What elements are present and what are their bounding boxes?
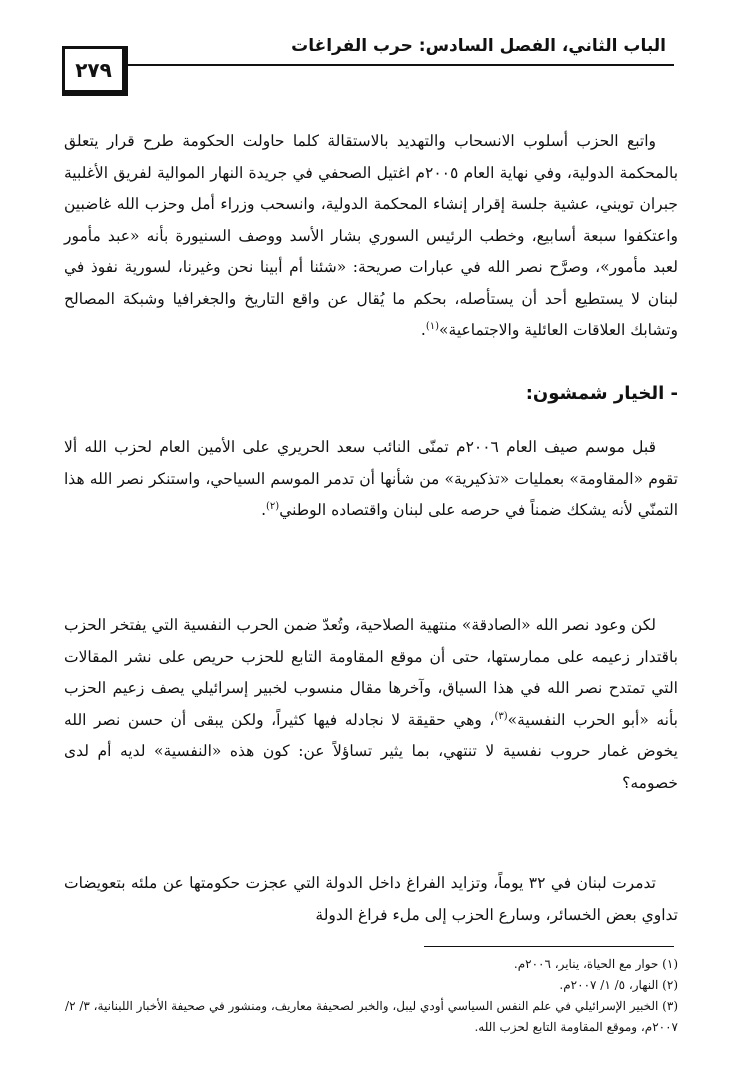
running-header-title: الباب الثاني، الفصل السادس: حرب الفراغات: [291, 36, 666, 56]
footnote-rule: [424, 946, 674, 947]
section-heading-block: [64, 378, 678, 410]
paragraph-3-text-b: ، وهي حقيقة لا نجادله فيها كثيراً، ولكن يبقى أن حسن نصر الله يخوض غمار حروب نفسية لا تنتهي، بما يثير تساؤلاً عن: كون هذه «النفسية» لديه أم لدى خصومه؟: [64, 710, 678, 792]
paragraph-4: تدمرت لبنان في ٣٢ يوماً، وتزايد الفراغ داخل الدولة التي عجزت حكومتها عن ملئه بتعويضات تداوي بعض الخسائر، وسارع الحزب إلى ملء فراغ الدولة: [64, 874, 678, 924]
footnotes: [64, 954, 678, 1038]
header-rule: [68, 64, 674, 66]
footnote-1: (١) حوار مع الحياة، يناير، ٢٠٠٦م.: [513, 957, 678, 971]
page-number: ٢٧٩: [62, 46, 128, 96]
paragraph-2-text: قبل موسم صيف العام ٢٠٠٦م تمنّى النائب سعد الحريري على الأمين العام لحزب الله ألا تقوم «المقاومة» بعمليات «تذكيرية» من شأنها أن تدمر الموسم السياحي، واستنكر نصر الله هذا التمنّي لأنه يشكك ضمناً في حرصه على لبنان واقتصاده الوطني: [64, 438, 678, 519]
paragraph-1-text: واتبع الحزب أسلوب الانسحاب والتهديد بالاستقالة كلما حاولت الحكومة طرح قرار يتعلق بالمحكمة الدولية، وفي نهاية العام ٢٠٠٥م اغتيل الصحفي في جريدة النهار الموالية لفريق الأغلبية جبران تويني، عشية جلسة إقرار إنشاء المحكمة الدولية، وانسحب وزراء أمل وحزب الله غاضبين واعتكفوا سبعة أسابيع، وخطب الرئيس السوري بشار الأسد ووصف السنيورة بأنه «عبد مأمور لعبد مأمور»، وصرَّح نصر الله في عبارات صريحة: «شئنا أم أبينا نحن وغيرنا، لسورية نفوذ في لبنان لا يستطيع أحد أن يستأصله، بحكم ما يُقال عن واقع التاريخ والجغرافيا وشبكة المصالح وتشابك العلاقات العائلية والاجتماعية»: [64, 132, 679, 339]
paragraph-3-text-a: لكن وعود نصر الله «الصادقة» منتهية الصلاحية، وتُعدّ ضمن الحرب النفسية التي يفتخر الحزب باقتدار زعيمه على ممارستها، حتى أن موقع المقاومة التابع للحزب حريص على نشر المقالات التي تمتدح نصر الله في هذا السياق، وآخرها مقال منسوب لخبير إسرائيلي يصف زعيم الحزب بأنه «أبو الحرب النفسية»: [64, 616, 678, 729]
body-text-block-3: [64, 610, 678, 799]
footnote-3: (٣) الخبير الإسرائيلي في علم النفس السياسي أودي ليبل، والخبر لصحيفة معاريف، ومنشور في صحيفة الأخبار اللبنانية، ٣/ ٢/ ٢٠٠٧م، وموقع المقاومة التابع لحزب الله.: [65, 999, 678, 1034]
footnote-2: (٢) النهار، ٥/ ١/ ٢٠٠٧م.: [559, 978, 678, 992]
footnote-ref-1: (١): [425, 320, 440, 332]
paragraph-1: واتبع الحزب أسلوب الانسحاب والتهديد بالاستقالة كلما حاولت الحكومة طرح قرار يتعلق بالمحكمة الدولية، وفي نهاية العام ٢٠٠٥م اغتيل الصحفي في جريدة النهار الموالية لفريق الأغلبية جبران تويني، عشية جلسة إقرار إنشاء المحكمة الدولية، وانسحب وزراء أمل وحزب الله غاضبين واعتكفوا سبعة أسابيع، وخطب الرئيس السوري بشار الأسد ووصف السنيورة بأنه «عبد مأمور لعبد مأمور»، وصرَّح نصر الله في عبارات صريحة: «شئنا أم أبينا نحن وغيرنا، لسورية نفوذ في لبنان لا يستطيع أحد أن يستأصله، بحكم ما يُقال عن واقع التاريخ والجغرافيا وشبكة المصالح وتشابك العلاقات العائلية والاجتماعية»$^{(١)}$.: [64, 132, 679, 339]
paragraph-3: [64, 610, 678, 799]
body-text-block-4: [64, 868, 678, 931]
footnote-ref-3: (٣): [494, 710, 508, 722]
paragraph-2: قبل موسم صيف العام ٢٠٠٦م تمنّى النائب سعد الحريري على الأمين العام لحزب الله ألا تقوم «المقاومة» بعمليات «تذكيرية» من شأنها أن تدمر الموسم السياحي، واستنكر نصر الله هذا التمنّي لأنه يشكك ضمناً في حرصه على لبنان واقتصاده الوطني$^{(٢)}$.: [64, 438, 678, 519]
footnote-ref-2: (٢): [266, 500, 280, 512]
section-heading: - الخيار شمشون:: [525, 383, 678, 404]
body-text-block-2: [64, 432, 678, 527]
body-text-block-1: [64, 126, 678, 347]
